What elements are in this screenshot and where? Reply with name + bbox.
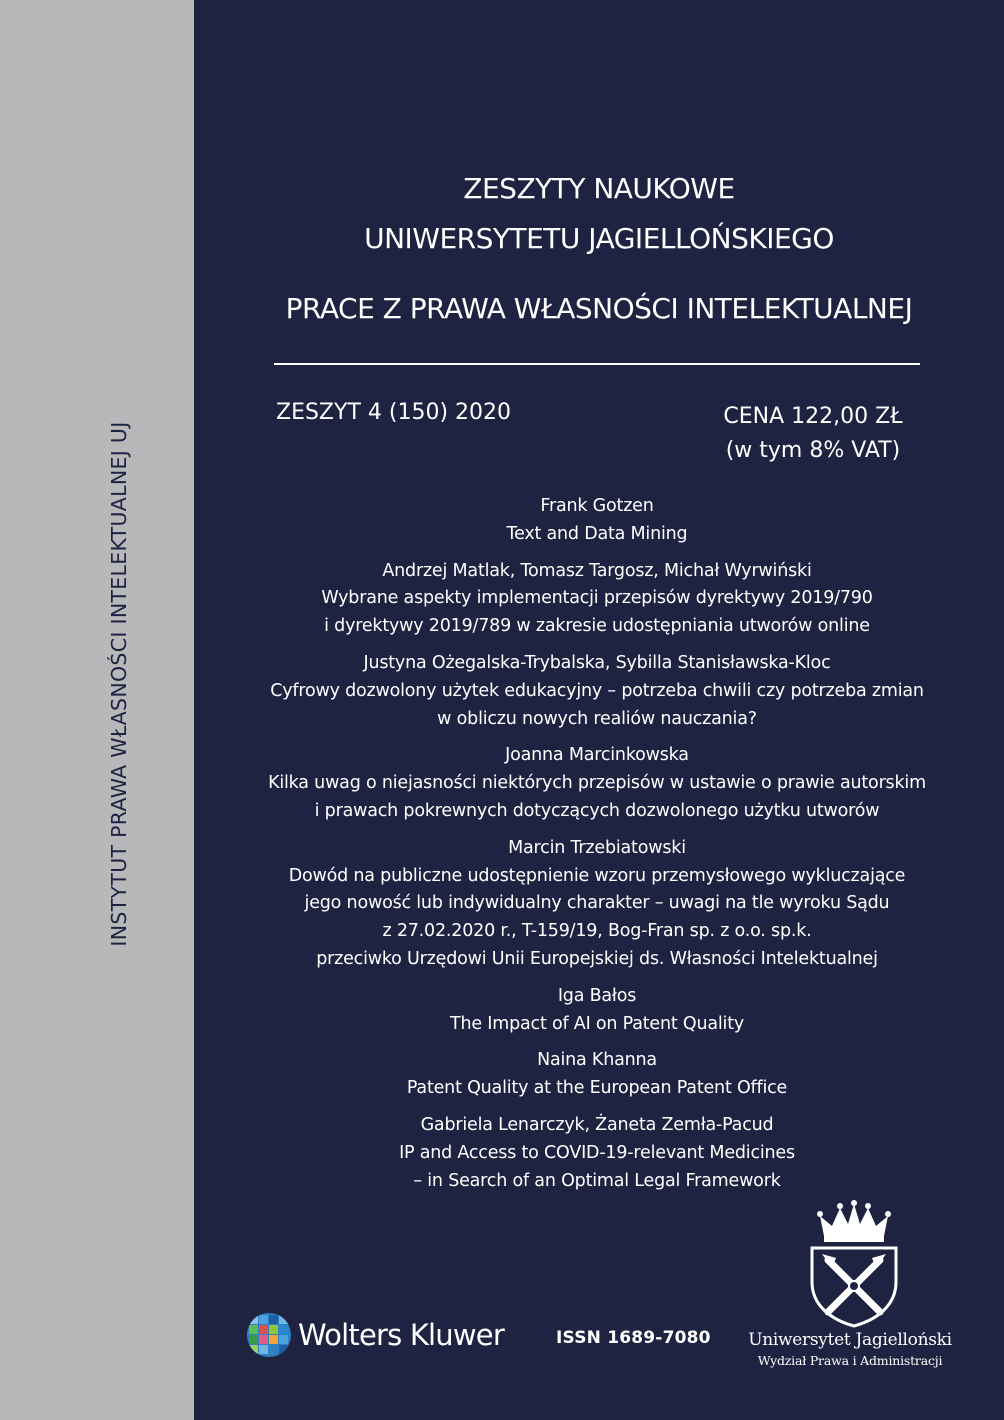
series-title-line-2: UNIWERSYTETU JAGIELLOŃSKIEGO (364, 222, 834, 255)
toc-authors: Justyna Ożegalska-Trybalska, Sybilla Stanisławska-Kloc (363, 652, 831, 673)
toc-entry (234, 835, 960, 974)
toc-authors: Joanna Marcinkowska (505, 745, 689, 766)
toc-title-line: Dowód na publiczne udostępnienie wzoru przemysłowego wykluczające (288, 865, 906, 886)
wolters-kluwer-logo-icon (246, 1312, 292, 1358)
toc-title-line: przeciwko Urzędowi Unii Europejskiej ds. Własności Intelektualnej (316, 948, 878, 969)
toc-authors: Andrzej Matlak, Tomasz Targosz, Michał Wyrwiński (382, 560, 812, 581)
table-of-contents (234, 493, 960, 1204)
toc-title-line: Patent Quality at the European Patent Office (406, 1078, 788, 1099)
toc-entry (234, 650, 960, 733)
toc-title-line: z 27.02.2020 r., T-159/19, Bog-Fran sp. z o.o. sp.k. (382, 921, 812, 942)
price-amount: CENA 122,00 ZŁ (723, 404, 903, 429)
toc-title-line: w obliczu nowych realiów nauczania? (437, 708, 757, 729)
toc-entry (234, 983, 960, 1039)
faculty-name: Wydział Prawa i Administracji (757, 1353, 943, 1368)
spine-title: INSTYTUT PRAWA WŁASNOŚCI INTELEKTUALNEJ UJ (107, 421, 131, 947)
university-crest-icon (806, 1200, 902, 1328)
toc-entry (234, 742, 960, 825)
toc-authors: Frank Gotzen (540, 496, 654, 516)
toc-title-line: Text and Data Mining (506, 523, 688, 544)
toc-title-line: Cyfrowy dozwolony użytek edukacyjny – potrzeba chwili czy potrzeba zmian (270, 680, 924, 701)
toc-title-line: Wybrane aspekty implementacji przepisów dyrektywy 2019/790 (321, 588, 873, 609)
toc-entry (234, 558, 960, 641)
toc-title-line: IP and Access to COVID-19-relevant Medicines (399, 1142, 795, 1163)
toc-entry (234, 493, 960, 549)
university-name: Uniwersytet Jagielloński (748, 1330, 952, 1350)
toc-title-line: i prawach pokrewnych dotyczących dozwolonego użytku utworów (314, 800, 880, 821)
university-name-block (740, 1330, 960, 1368)
toc-title-line: – in Search of an Optimal Legal Framework (413, 1170, 781, 1191)
toc-title-line: The Impact of AI on Patent Quality (449, 1013, 745, 1034)
toc-authors: Marcin Trzebiatowski (508, 837, 686, 858)
toc-authors: Iga Bałos (557, 985, 637, 1006)
publisher-name: Wolters Kluwer (298, 1318, 504, 1352)
series-subtitle: PRACE Z PRAWA WŁASNOŚCI INTELEKTUALNEJ (285, 292, 913, 325)
toc-title-line: i dyrektywy 2019/789 w zakresie udostępniania utworów online (324, 616, 870, 637)
toc-entry (234, 1112, 960, 1195)
publisher-logo (246, 1312, 504, 1358)
toc-entry (234, 1047, 960, 1103)
price-vat-note: (w tym 8% VAT) (725, 438, 901, 463)
toc-title-line: Kilka uwag o niejasności niektórych przepisów w ustawie o prawie autorskim (268, 773, 926, 794)
series-title-line-1: ZESZYTY NAUKOWE (463, 172, 735, 205)
toc-title-line: jego nowość lub indywidualny charakter – uwagi na tle wyroku Sądu (304, 893, 890, 914)
issue-number: ZESZYT 4 (150) 2020 (276, 400, 512, 425)
spine (0, 0, 194, 1420)
toc-authors: Gabriela Lenarczyk, Żaneta Zemła-Pacud (420, 1114, 774, 1135)
price-block (700, 400, 926, 468)
divider-rule (274, 363, 920, 365)
issn: ISSN 1689-7080 (556, 1328, 711, 1348)
toc-authors: Naina Khanna (537, 1050, 657, 1071)
